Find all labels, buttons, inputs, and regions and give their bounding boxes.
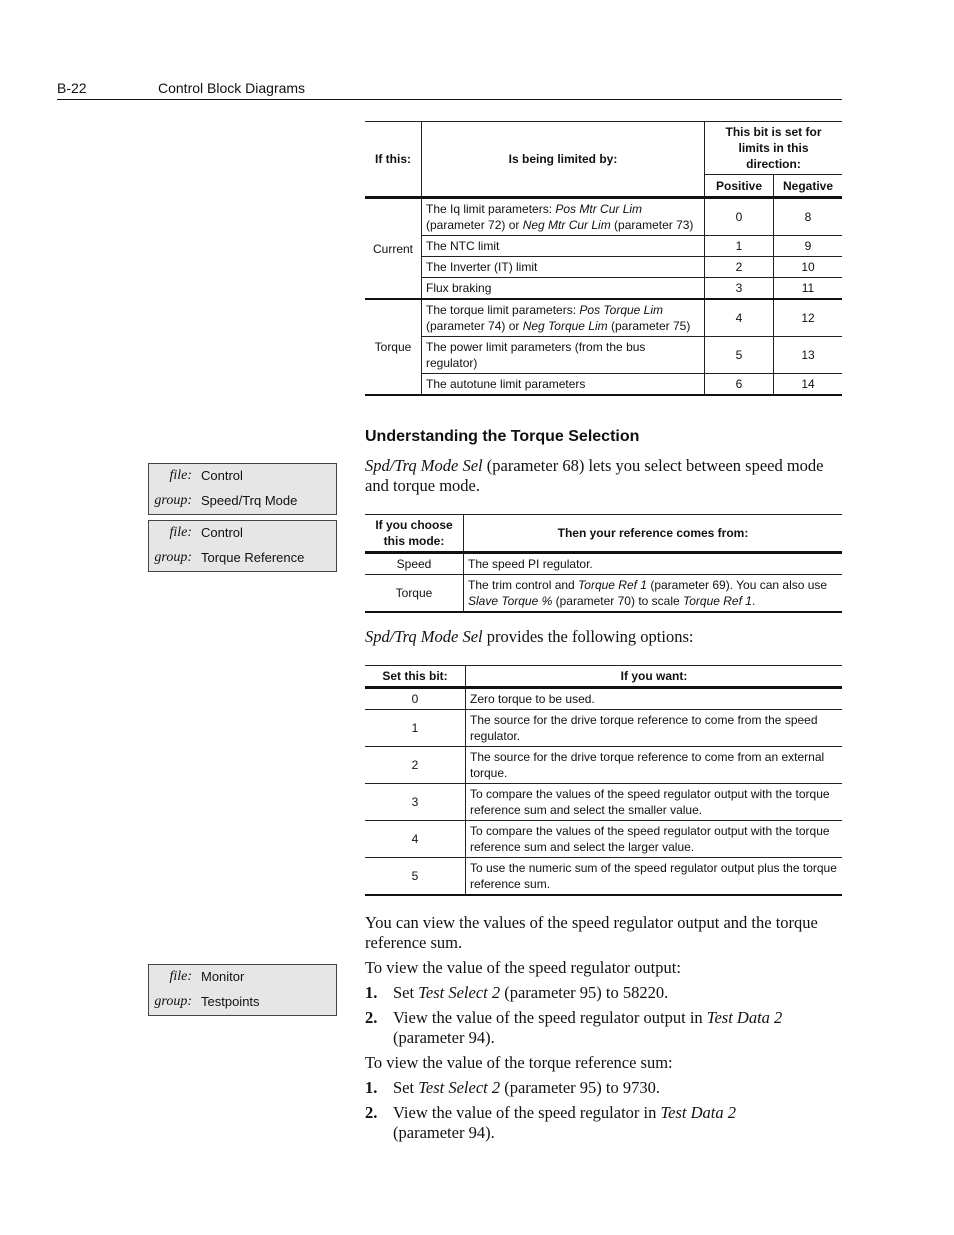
file-value: Control <box>201 525 243 540</box>
table-row <box>365 553 842 575</box>
param-location-box <box>148 964 337 1016</box>
torque-step-2: 2. View the value of the speed regulator in Test Data 2 (parameter 94). <box>365 1103 736 1142</box>
column-header-if-this: If this: <box>365 122 422 198</box>
positive-bit: 4 <box>705 299 774 337</box>
limit-desc: The power limit parameters (from the bus regulator) <box>422 337 705 374</box>
limit-bits-table <box>365 121 842 396</box>
limit-desc: The torque limit parameters: Pos Torque Lim (parameter 74) or Neg Torque Lim (parameter 75) <box>422 299 705 337</box>
negative-bit: 10 <box>774 257 843 278</box>
view-paragraph: You can view the values of the speed regulator output and the torque reference sum. <box>365 913 818 952</box>
positive-bit: 6 <box>705 374 774 396</box>
limit-desc: The Inverter (IT) limit <box>422 257 705 278</box>
step-number: 1. <box>365 983 378 1002</box>
table-row <box>365 198 842 236</box>
reference-cell: The speed PI regulator. <box>464 553 843 575</box>
reference-cell: The trim control and Torque Ref 1 (parameter 69). You can also use Slave Torque % (parameter 70) to scale Torque Ref 1. <box>464 575 843 613</box>
negative-bit: 11 <box>774 278 843 300</box>
group-label: group: <box>154 994 192 1009</box>
negative-bit: 12 <box>774 299 843 337</box>
column-header-want: If you want: <box>466 666 843 688</box>
bit-cell: 2 <box>365 747 466 784</box>
negative-bit: 9 <box>774 236 843 257</box>
table-row <box>365 374 842 396</box>
bit-cell: 4 <box>365 821 466 858</box>
table-row <box>365 688 842 710</box>
step-number: 1. <box>365 1078 378 1097</box>
column-header-mode: If you choose this mode: <box>365 515 464 553</box>
section-heading: Understanding the Torque Selection <box>365 428 640 445</box>
negative-bit: 14 <box>774 374 843 396</box>
options-paragraph: Spd/Trq Mode Sel provides the following options: <box>365 627 694 646</box>
param-location-box <box>148 520 337 572</box>
column-header-bit-set: This bit is set for limits in this direction: <box>705 122 843 175</box>
torque-sum-intro: To view the value of the torque reference sum: <box>365 1053 673 1072</box>
mode-reference-table <box>365 514 842 613</box>
bit-cell: 5 <box>365 858 466 896</box>
group-label-current: Current <box>365 198 422 300</box>
want-cell: The source for the drive torque reference to come from an external torque. <box>466 747 843 784</box>
limit-desc: The autotune limit parameters <box>422 374 705 396</box>
column-header-positive: Positive <box>705 175 774 198</box>
step-number: 2. <box>365 1008 378 1027</box>
want-cell: Zero torque to be used. <box>466 688 843 710</box>
positive-bit: 3 <box>705 278 774 300</box>
param-location-box <box>148 463 337 515</box>
table-row <box>365 784 842 821</box>
bit-cell: 1 <box>365 710 466 747</box>
speed-step-2: 2. View the value of the speed regulator output in Test Data 2 (parameter 94). <box>365 1008 783 1047</box>
column-header-reference: Then your reference comes from: <box>464 515 843 553</box>
limit-desc: Flux braking <box>422 278 705 300</box>
positive-bit: 0 <box>705 198 774 236</box>
table-row <box>365 710 842 747</box>
positive-bit: 5 <box>705 337 774 374</box>
want-cell: To compare the values of the speed regulator output with the torque reference sum and select the larger value. <box>466 821 843 858</box>
page-number: B-22 <box>57 80 87 96</box>
speed-output-intro: To view the value of the speed regulator output: <box>365 958 681 977</box>
negative-bit: 8 <box>774 198 843 236</box>
want-cell: The source for the drive torque reference to come from the speed regulator. <box>466 710 843 747</box>
file-label: file: <box>169 525 192 540</box>
file-value: Monitor <box>201 969 245 984</box>
group-value: Torque Reference <box>201 550 305 565</box>
column-header-bit: Set this bit: <box>365 666 466 688</box>
limit-desc: The NTC limit <box>422 236 705 257</box>
file-value: Control <box>201 468 243 483</box>
table-row <box>365 278 842 300</box>
bit-cell: 0 <box>365 688 466 710</box>
group-value: Testpoints <box>201 994 260 1009</box>
group-value: Speed/Trq Mode <box>201 493 298 508</box>
speed-step-1: 1. Set Test Select 2 (parameter 95) to 58220. <box>365 983 669 1002</box>
group-label: group: <box>154 493 192 508</box>
bit-options-table <box>365 665 842 896</box>
negative-bit: 13 <box>774 337 843 374</box>
intro-paragraph: Spd/Trq Mode Sel (parameter 68) lets you select between speed mode and torque mode. <box>365 456 824 495</box>
want-cell: To compare the values of the speed regulator output with the torque reference sum and select the smaller value. <box>466 784 843 821</box>
chapter-title: Control Block Diagrams <box>158 80 306 96</box>
step-number: 2. <box>365 1103 378 1122</box>
want-cell: To use the numeric sum of the speed regulator output plus the torque reference sum. <box>466 858 843 896</box>
table-row <box>365 821 842 858</box>
torque-step-1: 1. Set Test Select 2 (parameter 95) to 9730. <box>365 1078 661 1097</box>
table-row <box>365 299 842 337</box>
mode-cell: Speed <box>365 553 464 575</box>
table-row <box>365 575 842 613</box>
column-header-negative: Negative <box>774 175 843 198</box>
group-label: group: <box>154 550 192 565</box>
file-label: file: <box>169 468 192 483</box>
table-row <box>365 236 842 257</box>
table-row <box>365 747 842 784</box>
table-row <box>365 858 842 896</box>
mode-cell: Torque <box>365 575 464 613</box>
table-row <box>365 257 842 278</box>
positive-bit: 2 <box>705 257 774 278</box>
table-row <box>365 337 842 374</box>
positive-bit: 1 <box>705 236 774 257</box>
bit-cell: 3 <box>365 784 466 821</box>
group-label-torque: Torque <box>365 299 422 395</box>
limit-desc: The Iq limit parameters: Pos Mtr Cur Lim (parameter 72) or Neg Mtr Cur Lim (parameter 73) <box>422 198 705 236</box>
column-header-limited-by: Is being limited by: <box>422 122 705 198</box>
header-divider <box>57 99 842 100</box>
file-label: file: <box>169 969 192 984</box>
